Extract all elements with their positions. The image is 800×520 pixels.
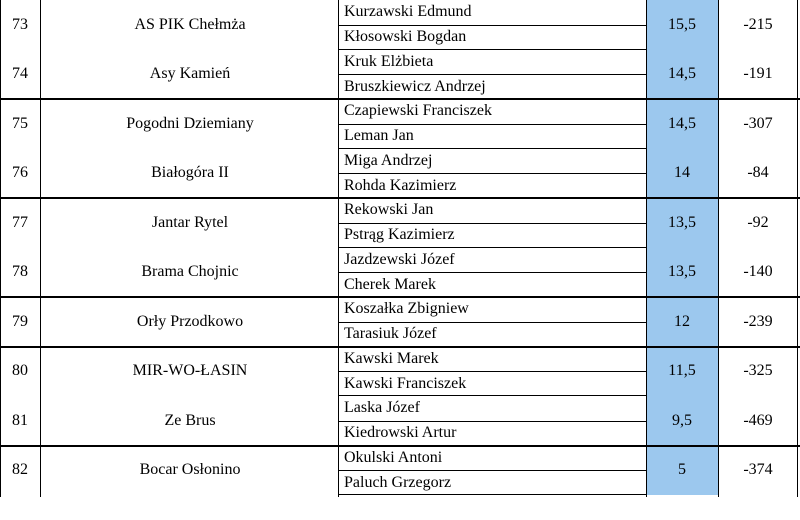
team-points: 12 [674,312,690,330]
row-number: 73 [12,15,28,33]
row-number: 74 [12,65,28,83]
column-divider [338,0,339,497]
column-divider [718,0,719,497]
player-name: Paluch Grzegorz [344,473,452,491]
team-points: 11,5 [668,362,696,380]
team-name: Brama Chojnic [141,263,239,281]
team-difference: -307 [743,114,773,132]
player-name: Kiedrowski Artur [344,424,457,442]
player-name: Rohda Kazimierz [344,176,457,194]
team-points: 14,5 [668,65,696,83]
row-number: 78 [12,263,28,281]
team-difference: -84 [747,164,769,182]
team-difference: -374 [743,461,773,479]
player-divider [338,322,646,323]
team-points: 14,5 [668,114,696,132]
player-name: Czapiewski Franciszek [344,102,492,120]
team-difference: -215 [743,15,773,33]
team-name: Asy Kamień [149,65,231,83]
column-divider [646,0,647,497]
player-name: Tarasiuk Józef [344,325,437,343]
team-name: Białogóra II [151,164,229,182]
player-name: Leman Jan [344,127,414,145]
team-difference: -325 [743,362,773,380]
player-name: Okulski Antoni [344,448,443,466]
group-divider [0,296,800,298]
group-divider [0,445,800,447]
player-name: Laska Józef [344,399,420,417]
player-divider [338,25,646,26]
player-name: Koszałka Zbigniew [344,300,469,318]
team-name: MIR-WO-ŁASIN [132,362,248,380]
player-name: Rekowski Jan [344,201,434,219]
column-divider [797,0,798,497]
player-name: Kłosowski Bogdan [344,28,467,46]
player-name: Kawski Franciszek [344,374,467,392]
player-divider [338,421,646,422]
player-name: Kruk Elżbieta [344,52,434,70]
column-divider [0,0,1,497]
player-divider [338,74,646,75]
player-name: Bruszkiewicz Andrzej [344,77,486,95]
player-divider [338,272,646,273]
row-number: 82 [12,461,28,479]
player-divider [338,124,646,125]
team-points: 5 [678,461,686,479]
team-name: AS PIK Chełmża [134,15,246,33]
column-divider [40,0,41,497]
player-divider [338,470,646,471]
team-points: 15,5 [668,15,696,33]
team-name: Jantar Rytel [151,213,229,231]
team-name: Ze Brus [164,411,216,429]
team-difference: -140 [743,263,773,281]
player-name: Cherek Marek [344,275,436,293]
player-divider [338,173,646,174]
team-difference: -92 [747,213,769,231]
row-number: 76 [12,164,28,182]
row-number: 77 [12,213,28,231]
player-name: Pstrąg Kazimierz [344,226,455,244]
group-divider [0,346,800,348]
row-number: 80 [12,362,28,380]
row-number: 81 [12,411,28,429]
player-name: Kawski Marek [344,349,439,367]
player-name: Jazdzewski Józef [344,250,455,268]
row-divider [338,494,646,495]
team-points: 13,5 [668,213,696,231]
team-name: Pogodni Dziemiany [126,114,254,132]
team-name: Bocar Osłonino [139,461,241,479]
player-divider [338,371,646,372]
player-name: Kurzawski Edmund [344,3,472,21]
row-number: 75 [12,114,28,132]
group-divider [0,197,800,199]
team-difference: -469 [743,411,773,429]
player-name: Miga Andrzej [344,151,433,169]
group-divider [0,98,800,100]
team-points: 9,5 [672,411,692,429]
team-points: 13,5 [668,263,696,281]
player-divider [338,223,646,224]
team-difference: -239 [743,312,773,330]
team-difference: -191 [743,65,773,83]
team-points: 14 [674,164,690,182]
team-name: Orły Przodkowo [136,312,244,330]
row-number: 79 [12,312,28,330]
